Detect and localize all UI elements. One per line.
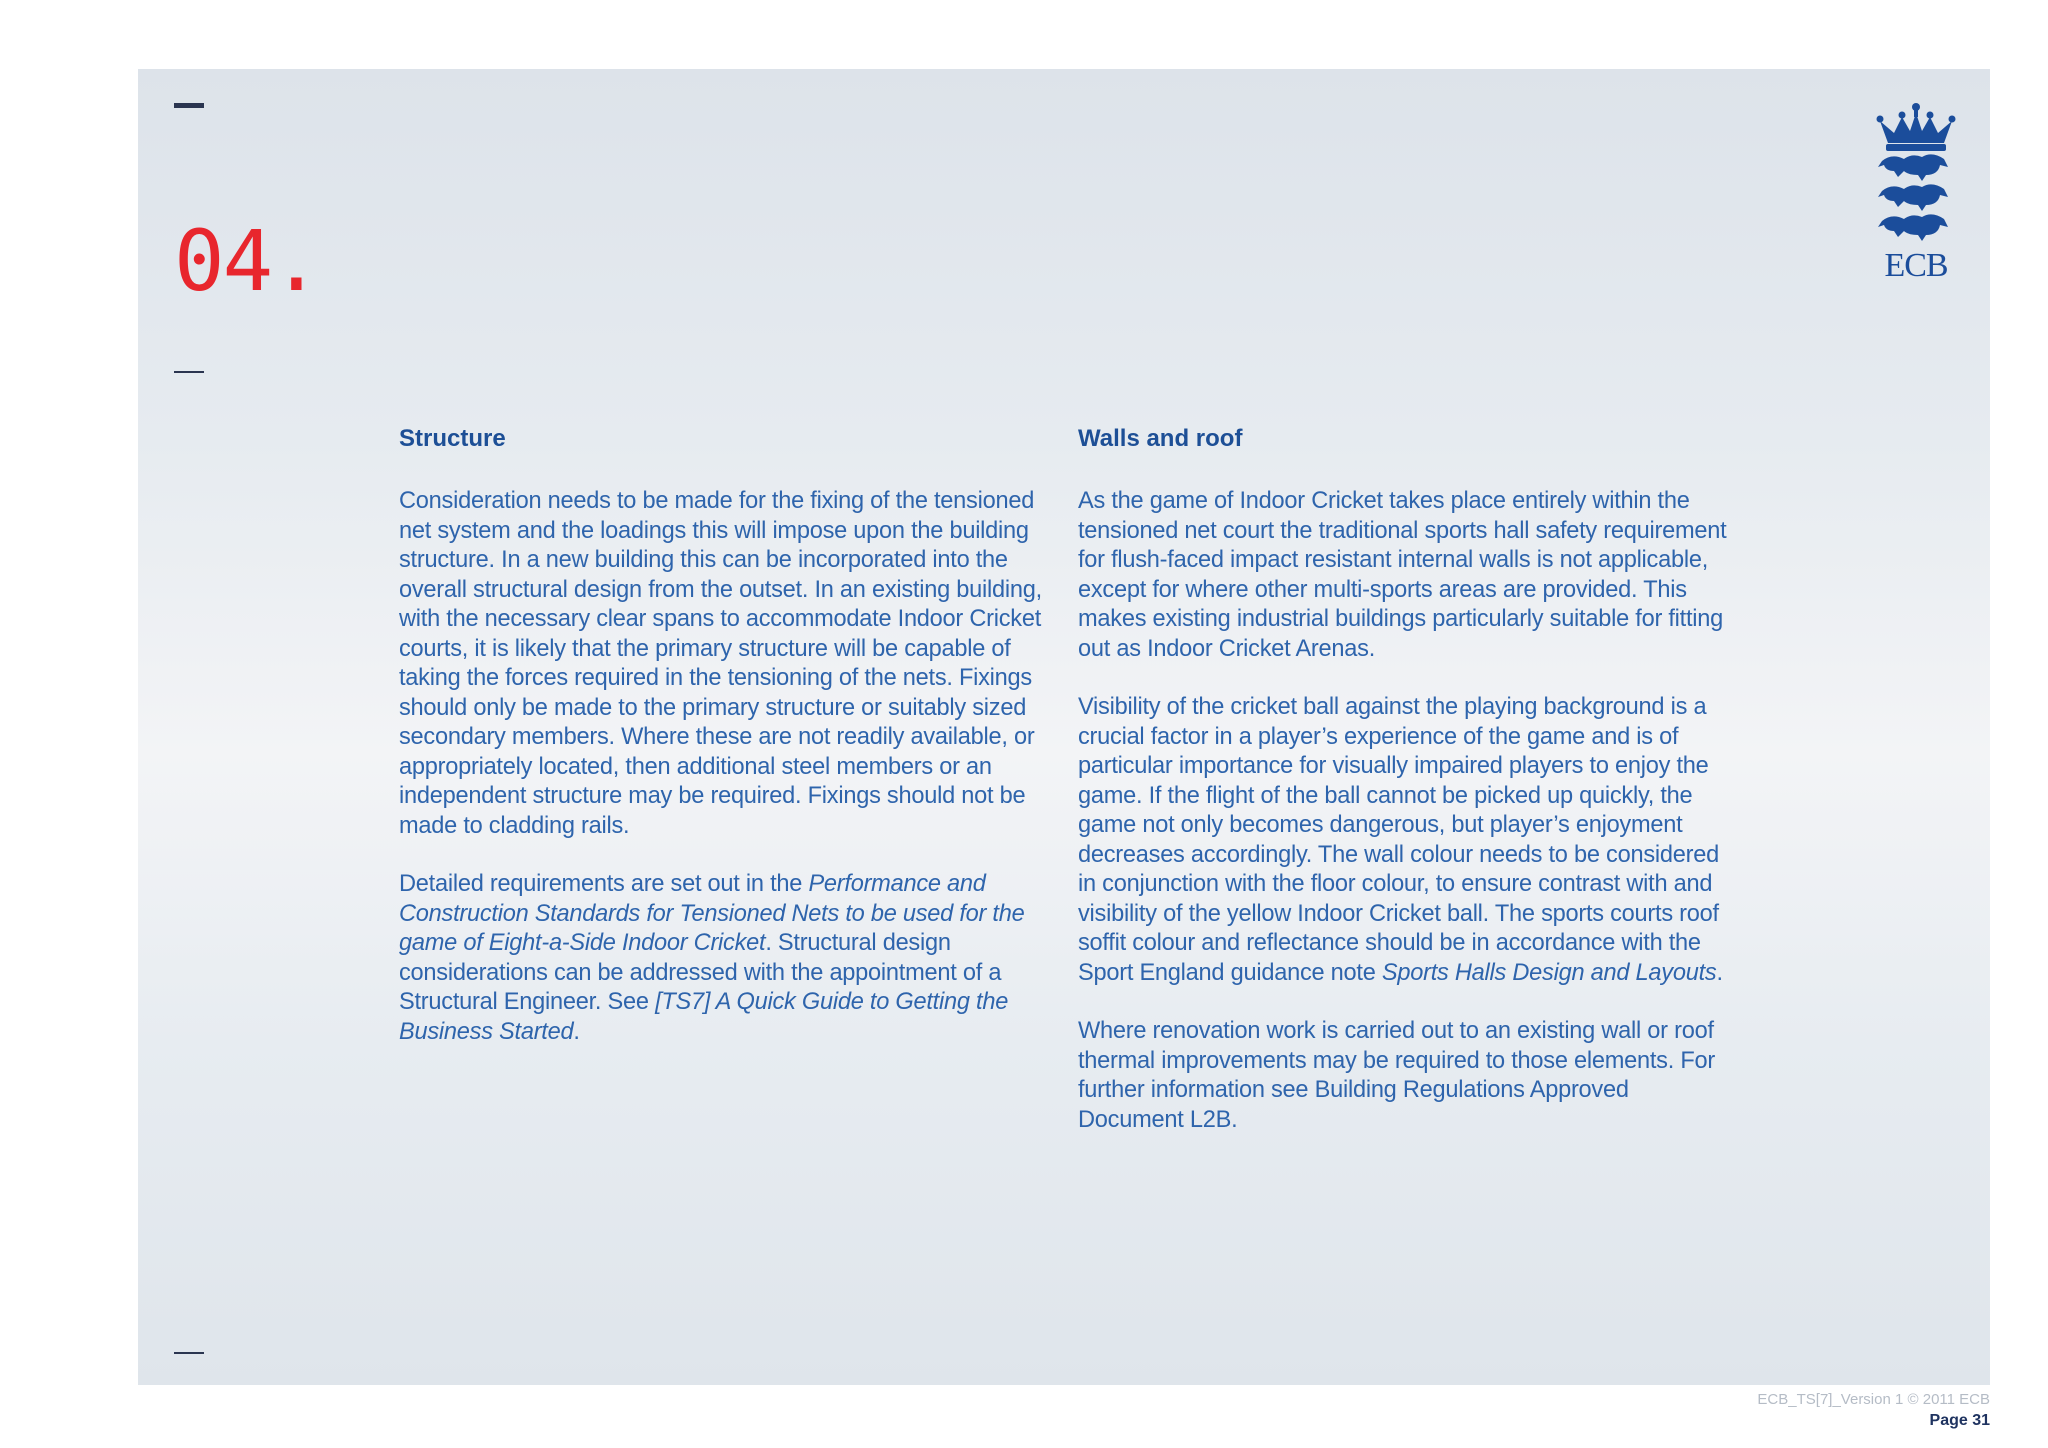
ts7-reference: [TS7] A Quick Guide to Getting the Business Started (399, 989, 1009, 1045)
logo-text: ECB (1884, 247, 1948, 284)
footer-doc-ref: ECB_TS[7]_Version 1 © 2011 ECB (1757, 1391, 1990, 1408)
walls-roof-paragraph-3: Where renovation work is carried out to an existing wall or roof thermal improvements may be required to those elements. For further information see Building Regulations Approved Document L2B. (1078, 1018, 1715, 1133)
structure-paragraph-2 (399, 870, 1047, 1047)
walls-roof-paragraph-2 (1078, 693, 1738, 988)
structure-heading: Structure (399, 425, 506, 452)
section-number: 04. (174, 212, 320, 310)
structure-p2-text-c: . Structural design considerations can be addressed with the appointment of a Structural Engineer. See (399, 930, 1002, 1015)
top-marker (174, 103, 204, 108)
walls-roof-paragraph-1: As the game of Indoor Cricket takes place entirely within the tensioned net court the traditional sports hall safety requirement for flush-faced impact resistant internal walls is not applicable, except for where other multi-sports areas are provided. This makes existing industrial buildings particularly suitable for fitting out as Indoor Cricket Arenas. (1078, 488, 1727, 662)
structure-p2-text-e: . (573, 1018, 580, 1045)
walls-roof-column (1078, 425, 1738, 1164)
page-panel (138, 69, 1990, 1385)
divider-mark (174, 371, 204, 373)
walls-roof-heading: Walls and roof (1078, 425, 1243, 452)
structure-paragraph-1: Consideration needs to be made for the fixing of the tensioned net system and the loadings this will impose upon the building structure. In a new building this can be incorporated into the overall structural design from the outset. In an existing building, with the necessary clear spans to accommodate Indoor Cricket courts, it is likely that the primary structure will be capable of taking the forces required in the tensioning of the nets. Fixings should only be made to the primary structure or suitably sized secondary members. Where these are not readily available, or appropriately located, then additional steel members or an independent structure may be required. Fixings should not be made to cladding rails. (399, 488, 1042, 839)
bottom-marker (174, 1352, 204, 1354)
structure-p2-text-a: Detailed requirements are set out in the (399, 871, 809, 897)
ecb-logo (1874, 99, 1958, 283)
crown-and-lions-icon (1874, 99, 1958, 249)
walls-p2-text-a: Visibility of the cricket ball against the playing background is a crucial factor in a player’s experience of the game and is of particular importance for visually impaired players to enjoy the game. If the flight of the ball cannot be picked up quickly, the game not only becomes dangerous, but player’s enjoyment decreases accordingly. The wall colour needs to be considered in conjunction with the floor colour, to ensure contrast with and visibility of the yellow Indoor Cricket ball. The sports courts roof soffit colour and reflectance should be in accordance with the Sport England guidance note (1078, 694, 1719, 986)
standards-reference: Performance and Construction Standards for Tensioned Nets to be used for the game of Eight-a-Side Indoor Cricket (399, 871, 1025, 956)
walls-p2-text-c: . (1716, 959, 1723, 986)
structure-column (399, 425, 1047, 1076)
sports-halls-reference: Sports Halls Design and Layouts (1381, 959, 1717, 986)
page-number: Page 31 (1929, 1412, 1990, 1429)
